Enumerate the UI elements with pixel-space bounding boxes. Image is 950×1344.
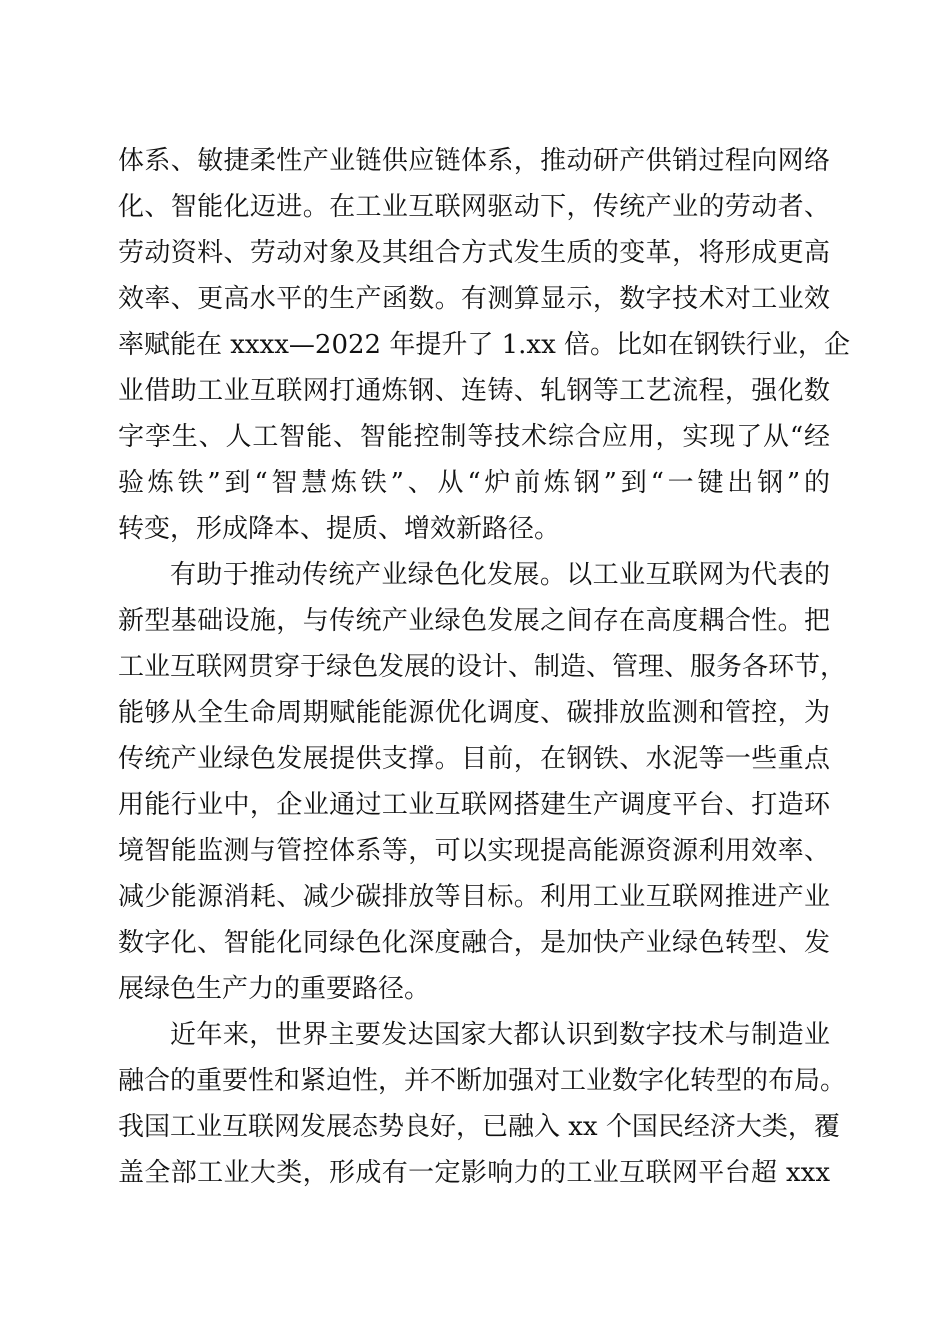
paragraph-1-line-7: 字孪生、人工智能、智能控制等技术综合应用，实现了从“经 <box>118 422 830 452</box>
paragraph-2-line-5: 传统产业绿色发展提供支撑。目前，在钢铁、水泥等一些重点 <box>118 744 830 774</box>
paragraph-3-line-2: 融合的重要性和紧迫性，并不断加强对工业数字化转型的布局。 <box>118 1066 847 1096</box>
paragraph-2-line-2: 新型基础设施，与传统产业绿色发展之间存在高度耦合性。把 <box>118 606 830 636</box>
paragraph-2-line-10: 展绿色生产力的重要路径。 <box>118 974 431 1004</box>
paragraph-1-line-8: 验炼铁”到“智慧炼铁”、从“炉前炼钢”到“一键出钢”的 <box>118 468 830 498</box>
paragraph-1-line-9: 转变，形成降本、提质、增效新路径。 <box>118 514 561 544</box>
paragraph-2-line-1: 有助于推动传统产业绿色化发展。以工业互联网为代表的 <box>170 560 830 590</box>
paragraph-1-line-4: 效率、更高水平的生产函数。有测算显示，数字技术对工业效 <box>118 284 830 314</box>
paragraph-3-line-1: 近年来，世界主要发达国家大都认识到数字技术与制造业 <box>170 1020 830 1050</box>
paragraph-1-line-2: 化、智能化迈进。在工业互联网驱动下，传统产业的劳动者、 <box>118 192 830 222</box>
paragraph-3-line-4: 盖全部工业大类，形成有一定影响力的工业互联网平台超 xxx <box>118 1158 830 1188</box>
paragraph-1-line-6: 业借助工业互联网打通炼钢、连铸、轧钢等工艺流程，强化数 <box>118 376 830 406</box>
paragraph-3-line-3: 我国工业互联网发展态势良好，已融入 xx 个国民经济大类，覆 <box>118 1112 840 1142</box>
paragraph-1-line-5: 率赋能在 xxxx—2022 年提升了 1.xx 倍。比如在钢铁行业，企 <box>118 330 851 360</box>
paragraph-1-line-3: 劳动资料、劳动对象及其组合方式发生质的变革，将形成更高 <box>118 238 830 268</box>
paragraph-2-line-6: 用能行业中，企业通过工业互联网搭建生产调度平台、打造环 <box>118 790 830 820</box>
paragraph-2-line-3: 工业互联网贯穿于绿色发展的设计、制造、管理、服务各环节， <box>118 652 847 682</box>
body-text <box>118 138 851 1196</box>
paragraph-1-line-1: 体系、敏捷柔性产业链供应链体系，推动研产供销过程向网络 <box>118 146 830 176</box>
paragraph-2-line-4: 能够从全生命周期赋能能源优化调度、碳排放监测和管控，为 <box>118 698 830 728</box>
paragraph-2-line-9: 数字化、智能化同绿色化深度融合，是加快产业绿色转型、发 <box>118 928 830 958</box>
paragraph-2-line-7: 境智能监测与管控体系等，可以实现提高能源资源利用效率、 <box>118 836 830 866</box>
paragraph-2-line-8: 减少能源消耗、减少碳排放等目标。利用工业互联网推进产业 <box>118 882 830 912</box>
